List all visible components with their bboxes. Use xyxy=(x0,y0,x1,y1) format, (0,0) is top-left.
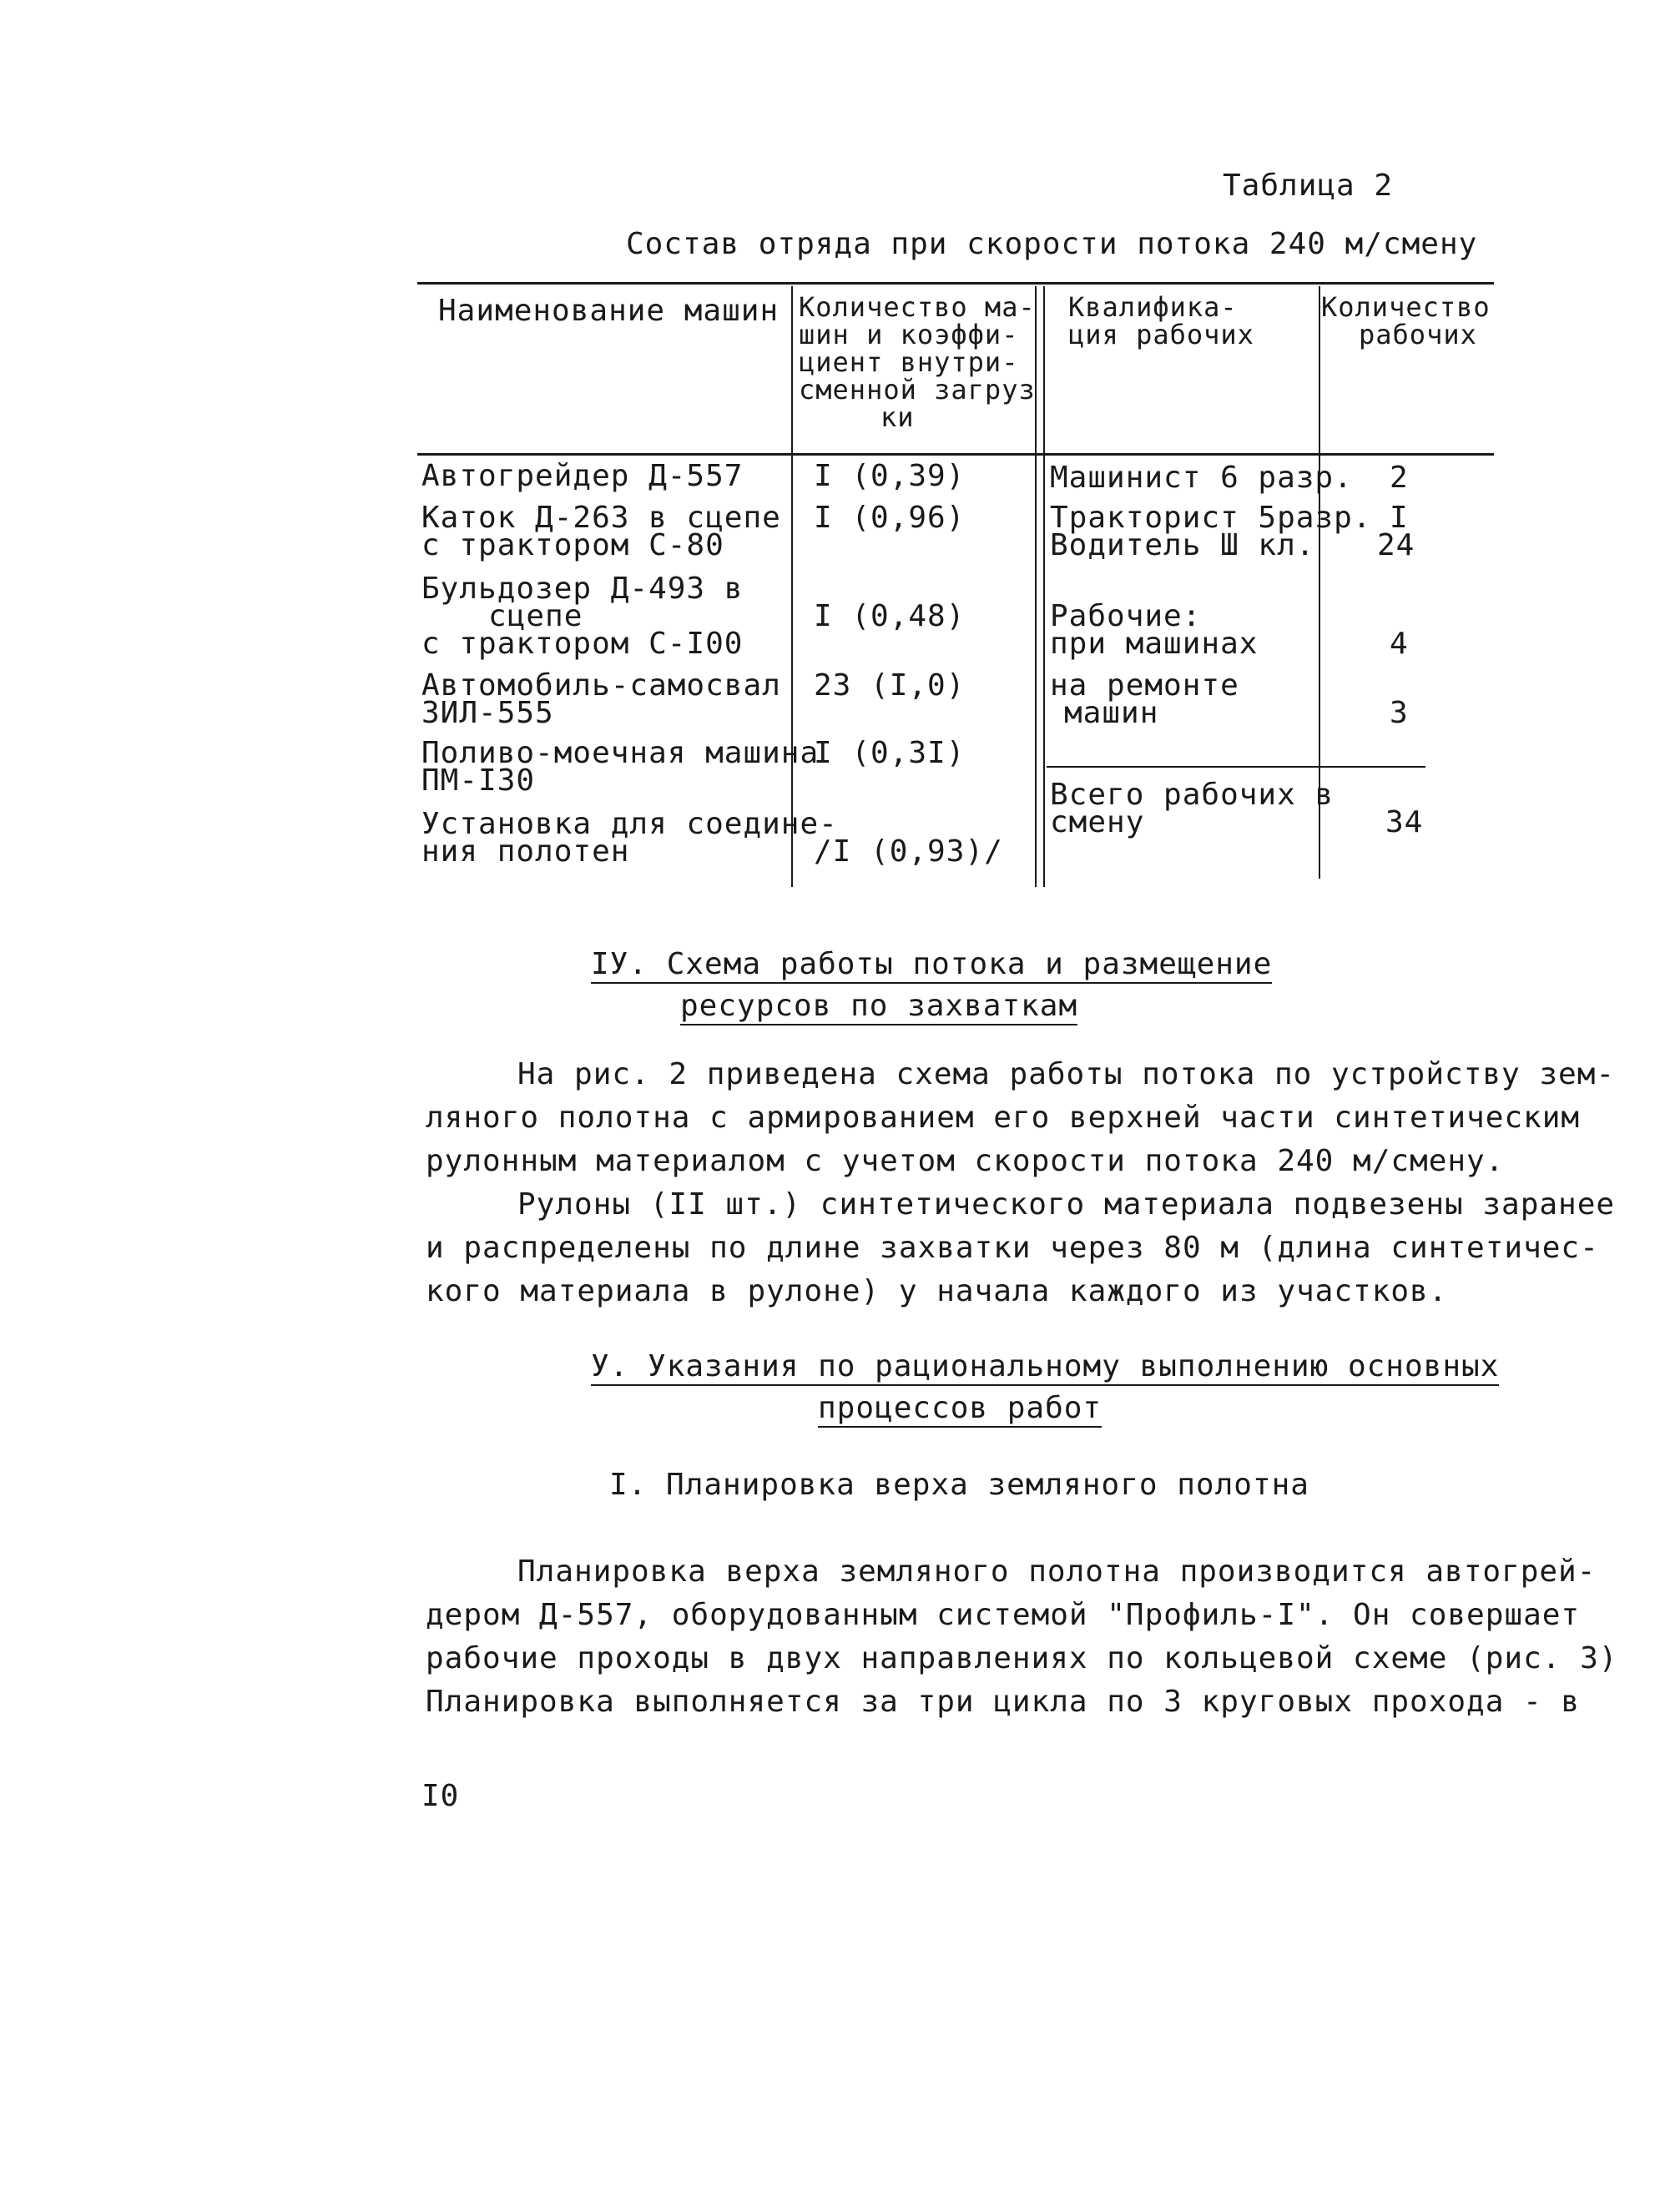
section-4-title: ресурсов по захваткам xyxy=(680,991,1077,1025)
paragraph-line: Планировка выполняется за три цикла по 3 круговых прохода - в xyxy=(426,1685,1581,1719)
table-col-divider-2b xyxy=(1043,286,1045,887)
machine-name: сцепе xyxy=(488,599,583,633)
table-top-rule xyxy=(417,282,1494,285)
worker-qualification: при машинах xyxy=(1050,627,1259,661)
header-qty-line: шин и коэффи- xyxy=(799,319,1019,350)
worker-count: 24 xyxy=(1377,528,1415,562)
machine-name: с трактором С-I00 xyxy=(421,627,744,661)
paragraph-line: кого материала в рулоне) у начала каждого из участков. xyxy=(426,1274,1448,1308)
paragraph-line: дером Д-557, оборудованным системой "Профиль-I". Он совершает xyxy=(426,1598,1581,1632)
worker-qualification: Тракторист 5разр. xyxy=(1050,501,1372,535)
table-label: Таблица 2 xyxy=(1223,169,1394,203)
page-number: I0 xyxy=(421,1779,460,1813)
worker-qualification: Рабочие: xyxy=(1050,599,1202,633)
worker-qualification: машин xyxy=(1064,696,1159,730)
worker-qualification: Водитель Ш кл. xyxy=(1050,528,1315,562)
machine-name: Автогрейдер Д-557 xyxy=(421,459,744,493)
machine-name: Бульдозер Д-493 в xyxy=(421,572,744,606)
total-label: смену xyxy=(1050,805,1145,839)
machine-name: ПМ-I30 xyxy=(421,763,536,798)
header-qualification-line: Квалифика- xyxy=(1068,291,1238,323)
header-qty-line: сменной загруз xyxy=(799,374,1036,406)
header-qty-line: Количество ма- xyxy=(799,291,1036,323)
section-5-title: процессов работ xyxy=(818,1393,1102,1428)
paragraph-line: рабочие проходы в двух направлениях по кольцевой схеме (рис. 3) xyxy=(426,1641,1618,1675)
machine-name: ЗИЛ-555 xyxy=(421,696,554,730)
table-total-rule xyxy=(1047,766,1425,768)
paragraph-line: Рулоны (II шт.) синтетического материала подвезены заранее xyxy=(517,1187,1616,1222)
header-workers-line: Количество xyxy=(1321,291,1491,323)
worker-count: 2 xyxy=(1390,461,1409,495)
worker-qualification: Машинист 6 разр. xyxy=(1050,461,1353,495)
table-caption: Состав отряда при скорости потока 240 м/смену xyxy=(626,227,1478,261)
paragraph-line: Планировка верха земляного полотна производится автогрей- xyxy=(517,1554,1597,1589)
machine-name: с трактором С-80 xyxy=(421,528,724,562)
machine-qty: /I (0,93)/ xyxy=(814,834,1003,869)
header-machine-name: Наименование машин xyxy=(438,294,780,328)
header-qty-line: ки xyxy=(880,401,915,433)
machine-name: Каток Д-263 в сцепе xyxy=(421,501,781,535)
paragraph-line: и распределены по длине захватки через 80 м (длина синтетичес- xyxy=(426,1231,1599,1265)
worker-count: 4 xyxy=(1390,627,1409,661)
total-label: Всего рабочих в xyxy=(1050,778,1335,812)
header-qualification-line: ция рабочих xyxy=(1068,319,1254,350)
machine-qty: I (0,96) xyxy=(814,501,966,535)
total-count: 34 xyxy=(1385,805,1424,839)
machine-qty: I (0,3I) xyxy=(814,736,966,770)
table-header-rule xyxy=(417,453,1494,456)
machine-qty: I (0,39) xyxy=(814,459,966,493)
machine-name: Поливо-моечная машина xyxy=(421,736,820,770)
worker-count: I xyxy=(1390,501,1409,535)
table-col-divider-1 xyxy=(791,286,793,887)
machine-qty: I (0,48) xyxy=(814,599,966,633)
machine-name: ния полотен xyxy=(421,834,630,869)
paragraph-line: ляного полотна с армированием его верхней части синтетическим xyxy=(426,1101,1581,1135)
section-5-subtitle: I. Планировка верха земляного полотна xyxy=(609,1468,1309,1502)
paragraph-line: На рис. 2 приведена схема работы потока по устройству зем- xyxy=(517,1057,1616,1091)
header-workers-line: рабочих xyxy=(1359,319,1477,350)
worker-qualification: на ремонте xyxy=(1050,668,1239,703)
machine-qty: 23 (I,0) xyxy=(814,668,966,703)
worker-count: 3 xyxy=(1390,696,1409,730)
section-5-title: У. Указания по рациональному выполнению основных xyxy=(591,1352,1499,1386)
section-4-title: IУ. Схема работы потока и размещение xyxy=(591,950,1272,984)
machine-name: Установка для соедине- xyxy=(421,807,838,841)
paragraph-line: рулонным материалом с учетом скорости потока 240 м/смену. xyxy=(426,1144,1505,1178)
machine-name: Автомобиль-самосвал xyxy=(421,668,781,703)
header-qty-line: циент внутри- xyxy=(799,346,1019,378)
